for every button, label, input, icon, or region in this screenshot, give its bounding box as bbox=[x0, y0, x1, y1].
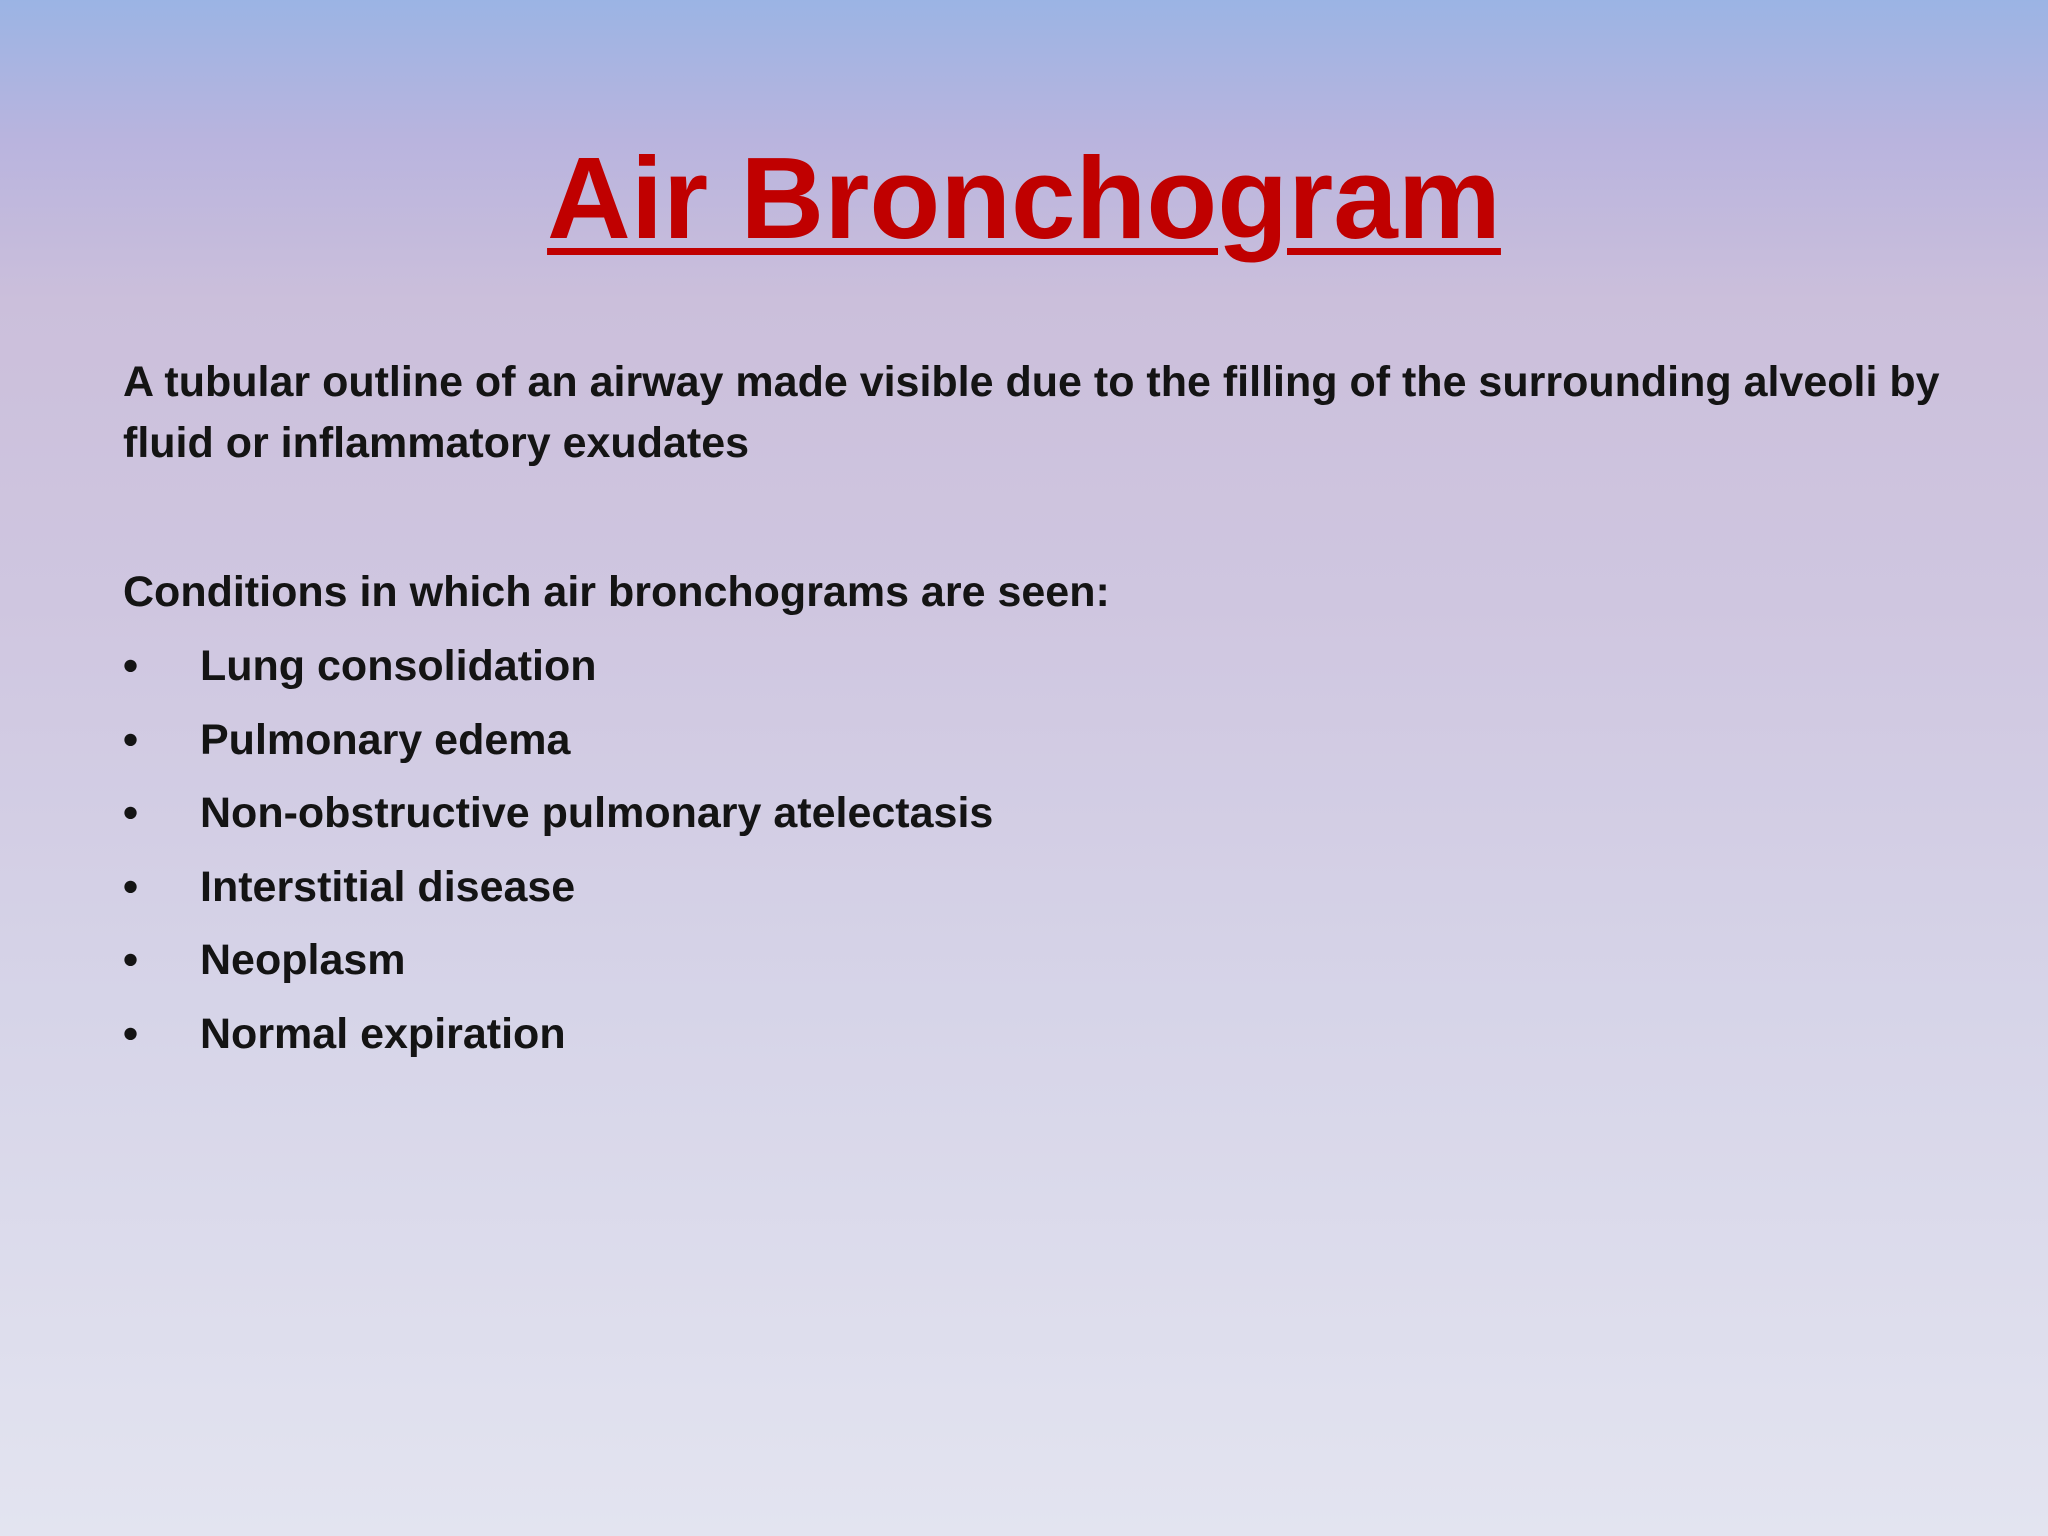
list-item-text: Non-obstructive pulmonary atelectasis bbox=[200, 789, 994, 838]
bullet-icon: • bbox=[123, 936, 139, 985]
list-item-text: Lung consolidation bbox=[200, 642, 597, 690]
conditions-heading: Conditions in which air bronchograms are seen: bbox=[123, 568, 1110, 616]
bullet-icon: • bbox=[123, 1009, 139, 1058]
bullet-icon: • bbox=[123, 642, 139, 690]
bullet-icon: • bbox=[123, 715, 139, 764]
list-item-text: Neoplasm bbox=[200, 936, 406, 985]
definition-text: A tubular outline of an airway made visible due to the filling of the surrounding alveoli by fluid or inflammatory exudates bbox=[123, 358, 1940, 467]
list-item-text: Interstitial disease bbox=[200, 862, 576, 911]
list-item-text: Normal expiration bbox=[200, 1009, 566, 1058]
bullet-icon: • bbox=[123, 862, 139, 911]
bullet-icon: • bbox=[123, 789, 139, 838]
list-item-text: Pulmonary edema bbox=[200, 715, 571, 764]
slide-title: Air Bronchogram bbox=[547, 133, 1501, 263]
